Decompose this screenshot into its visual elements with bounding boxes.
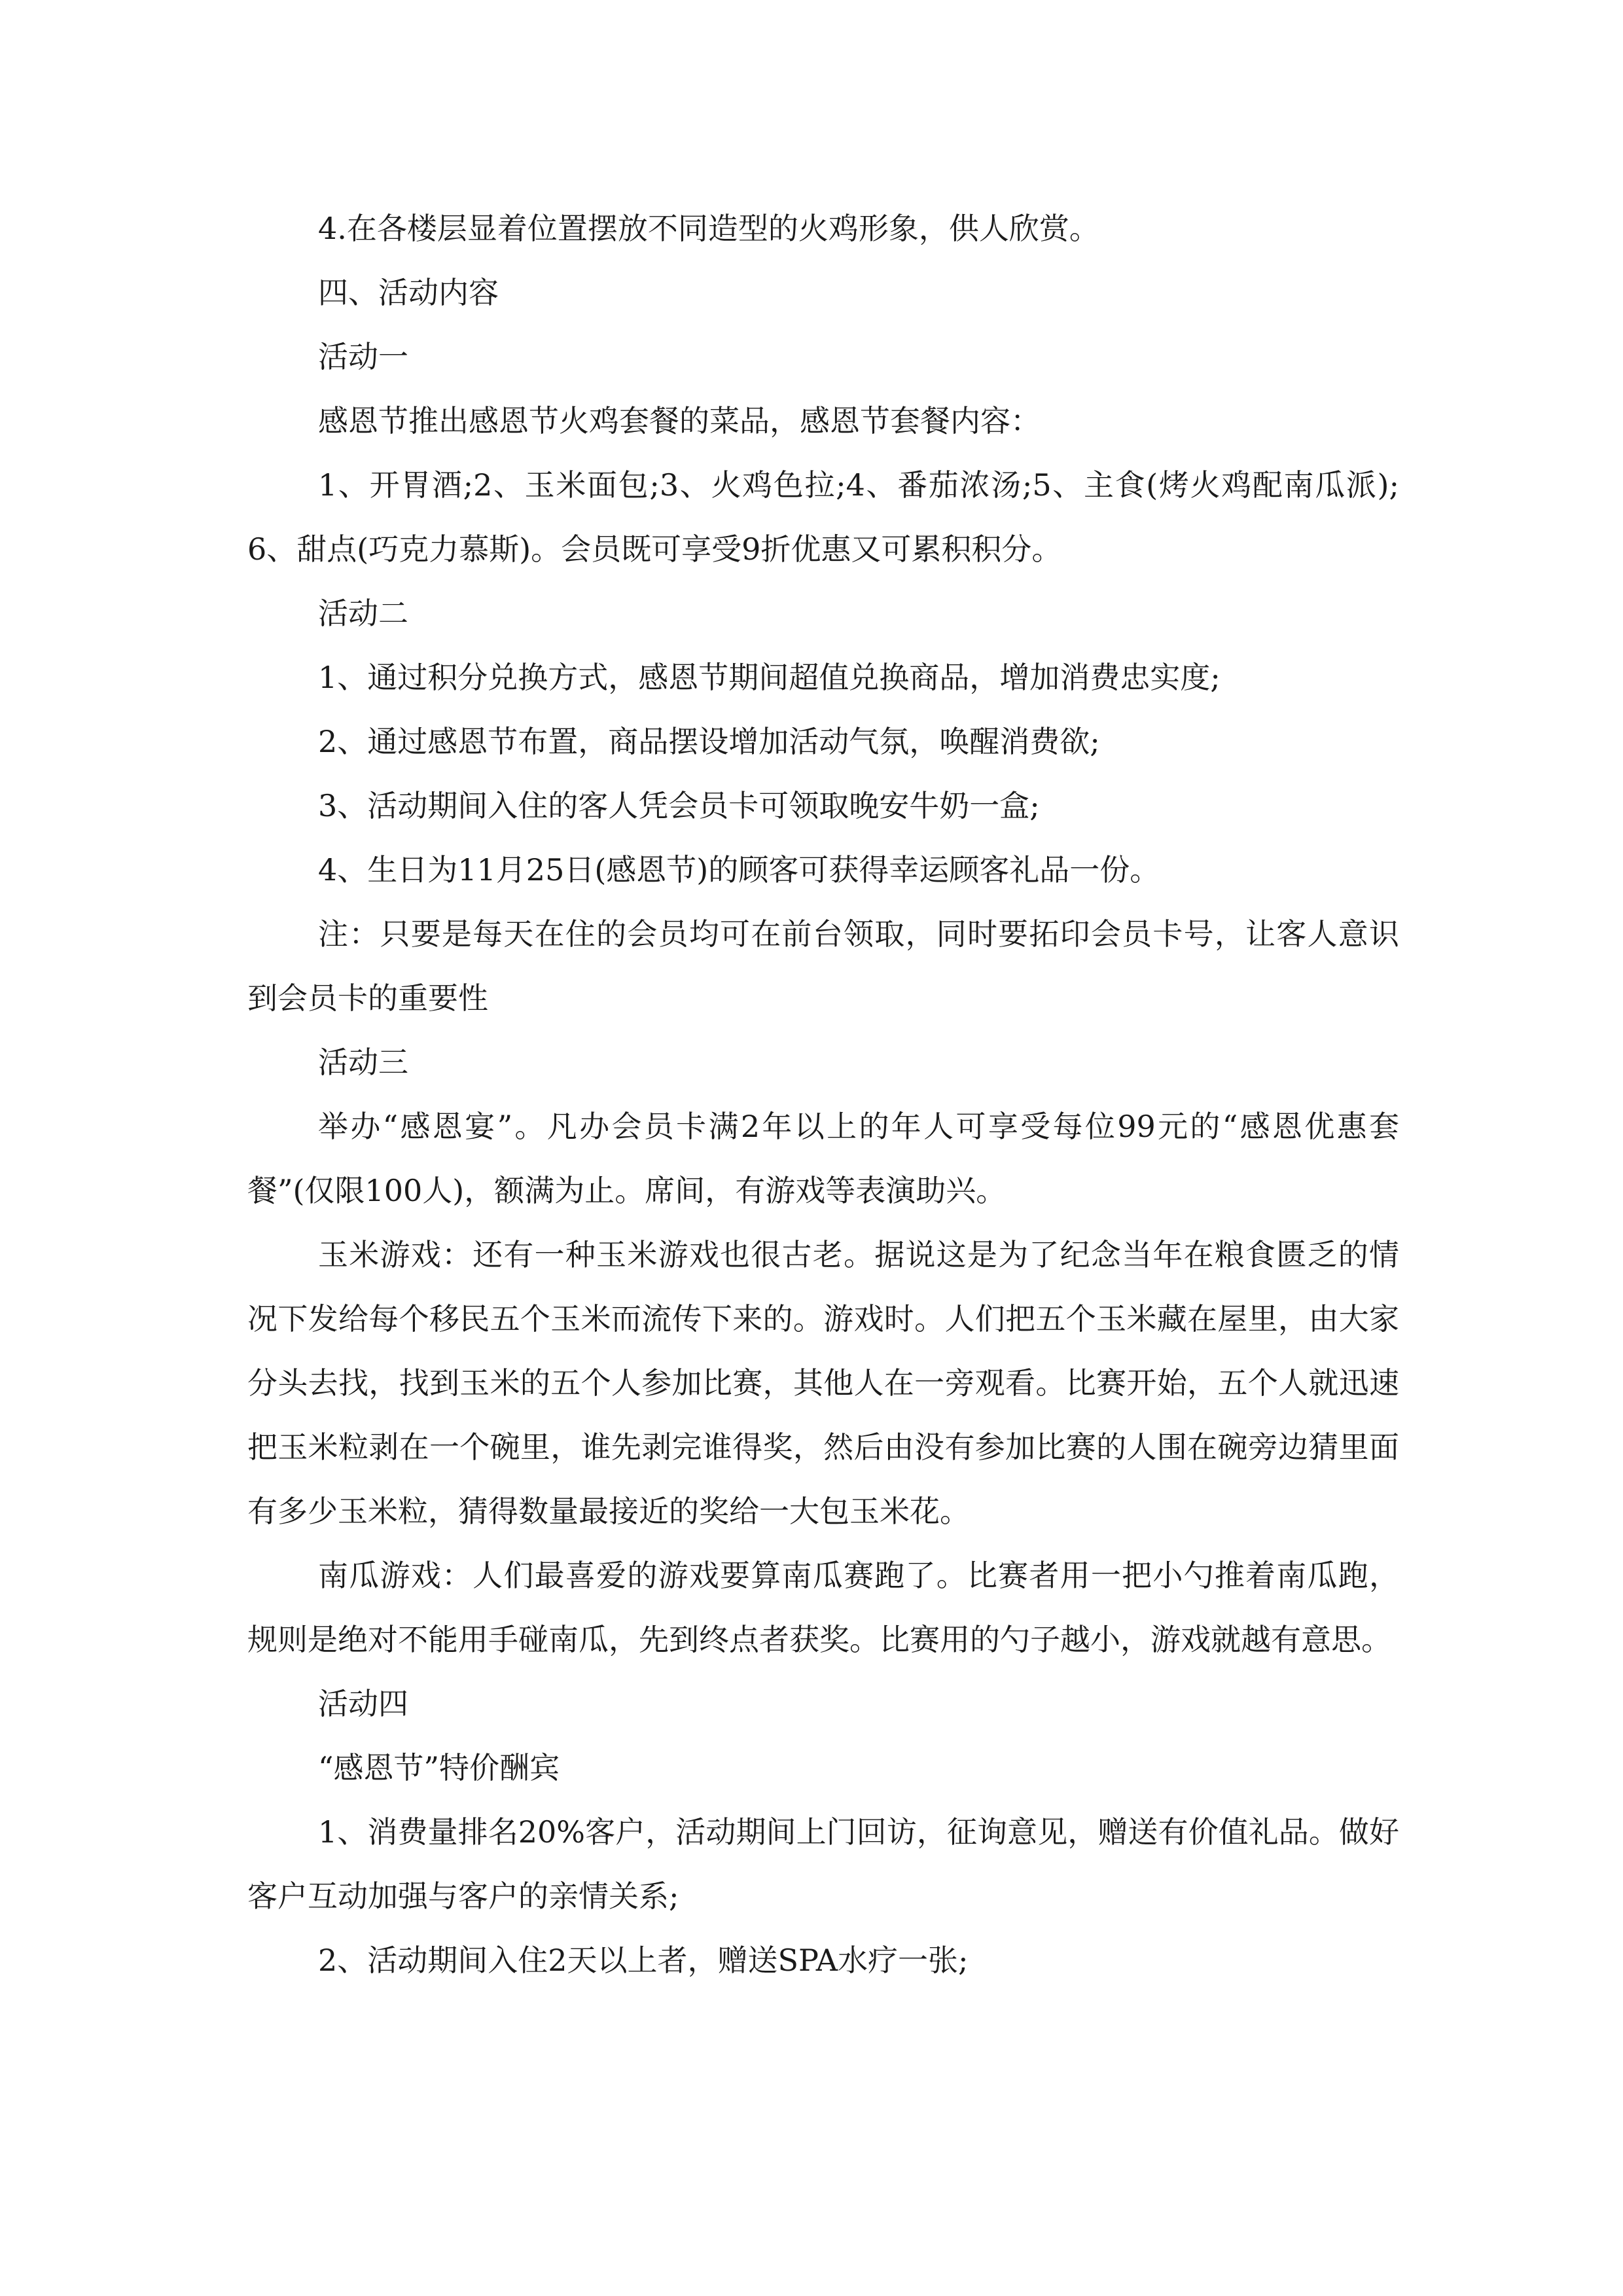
paragraph-activity2-item-1: 1、通过积分兑换方式，感恩节期间超值兑换商品，增加消费忠实度; xyxy=(318,660,1221,695)
activity-heading-3: 活动三 xyxy=(318,1045,408,1080)
document-body xyxy=(247,196,1399,1992)
paragraph-activity2-item-2: 2、通过感恩节布置，商品摆设增加活动气氛，唤醒消费欲; xyxy=(318,724,1100,759)
paragraph-menu-intro: 感恩节推出感恩节火鸡套餐的菜品，感恩节套餐内容： xyxy=(318,403,1041,439)
paragraph-banquet: 举办“感恩宴”。凡办会员卡满2年以上的年人可享受每位99元的“感恩优惠套餐”(仅限100人)，额满为止。席间，有游戏等表演助兴。 xyxy=(247,1109,1399,1208)
paragraph-activity4-item-1: 1、消费量排名20%客户，活动期间上门回访，征询意见，赠送有价值礼品。做好客户互动加强与客户的亲情关系; xyxy=(247,1814,1399,1914)
activity-heading-2: 活动二 xyxy=(318,596,408,631)
paragraph-corn-game: 玉米游戏：还有一种玉米游戏也很古老。据说这是为了纪念当年在粮食匮乏的情况下发给每个移民五个玉米而流传下来的。游戏时。人们把五个玉米藏在屋里，由大家分头去找，找到玉米的五个人参加比赛，其他人在一旁观看。比赛开始，五个人就迅速把玉米粒剥在一个碗里，谁先剥完谁得奖，然后由没有参加比赛的人围在碗旁边猜里面有多少玉米粒，猜得数量最接近的奖给一大包玉米花。 xyxy=(247,1237,1399,1529)
activity-heading-1: 活动一 xyxy=(318,339,408,374)
section-heading-activity-content: 四、活动内容 xyxy=(318,275,499,310)
paragraph-activity4-item-2: 2、活动期间入住2天以上者，赠送SPA水疗一张; xyxy=(318,1943,969,1978)
paragraph-activity2-item-4: 4、生日为11月25日(感恩节)的顾客可获得幸运顾客礼品一份。 xyxy=(318,852,1160,888)
activity-heading-4: 活动四 xyxy=(318,1686,408,1721)
paragraph-pumpkin-game: 南瓜游戏：人们最喜爱的游戏要算南瓜赛跑了。比赛者用一把小勺推着南瓜跑，规则是绝对不能用手碰南瓜，先到终点者获奖。比赛用的勺子越小，游戏就越有意思。 xyxy=(247,1558,1399,1657)
paragraph-special-offer: “感恩节”特价酬宾 xyxy=(318,1750,560,1785)
paragraph-menu-items: 1、开胃酒;2、玉米面包;3、火鸡色拉;4、番茄浓汤;5、主食(烤火鸡配南瓜派);6、甜点(巧克力慕斯)。会员既可享受9折优惠又可累积积分。 xyxy=(247,467,1399,567)
paragraph-activity2-item-3: 3、活动期间入住的客人凭会员卡可领取晚安牛奶一盒; xyxy=(318,788,1040,823)
paragraph-note: 注：只要是每天在住的会员均可在前台领取，同时要拓印会员卡号，让客人意识到会员卡的重要性 xyxy=(247,916,1399,1016)
paragraph-item-4-display: 4.在各楼层显着位置摆放不同造型的火鸡形象，供人欣赏。 xyxy=(318,211,1099,246)
